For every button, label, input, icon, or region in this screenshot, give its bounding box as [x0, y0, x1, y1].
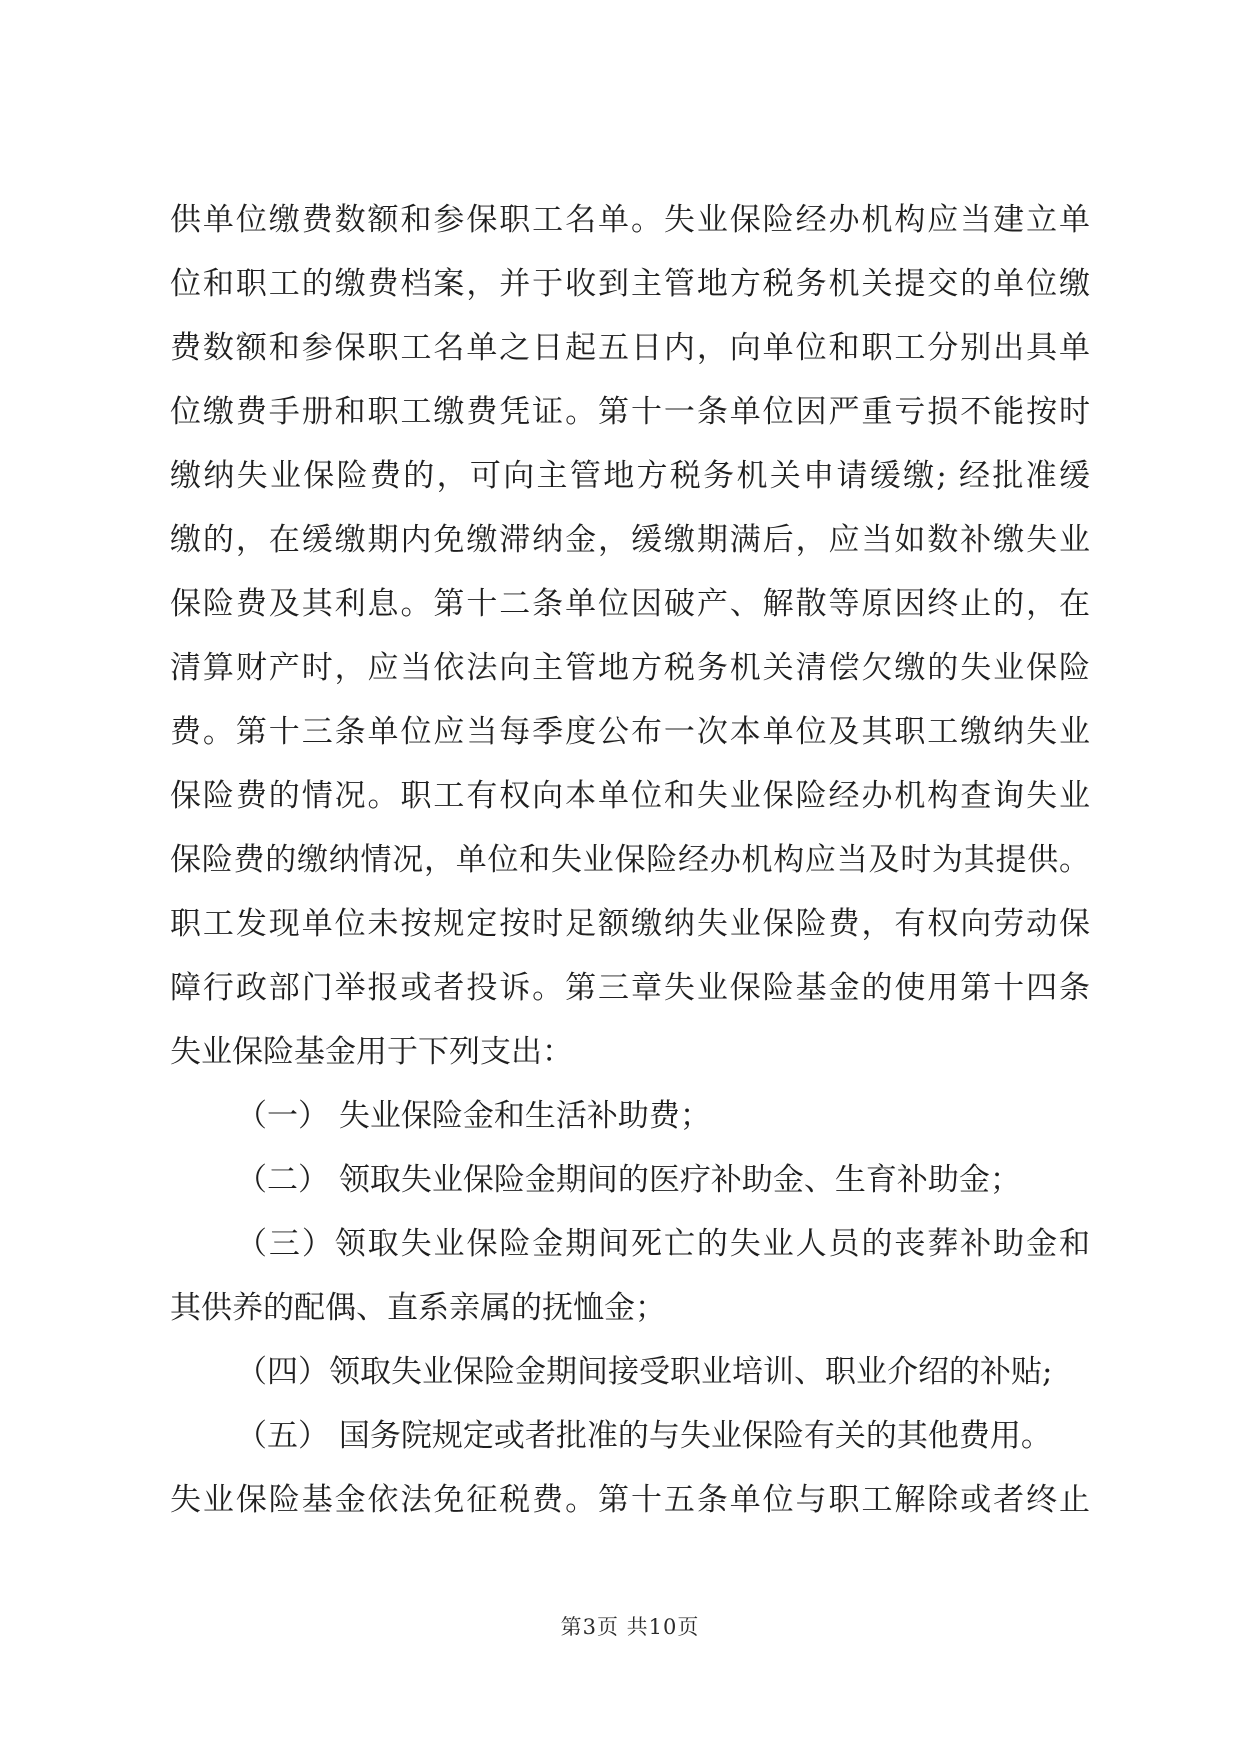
text-line: 保险费及其利息。第十二条单位因破产、解散等原因终止的，在	[170, 586, 1090, 622]
text-line: 保险费的缴纳情况，单位和失业保险经办机构应当及时为其提供。	[170, 842, 1090, 878]
text-line: 失业保险基金依法免征税费。第十五条单位与职工解除或者终止	[170, 1482, 1090, 1518]
text-line: 位和职工的缴费档案，并于收到主管地方税务机关提交的单位缴	[170, 266, 1090, 302]
page-footer: 第3页 共10页	[560, 1615, 700, 1639]
text-line: （一） 失业保险金和生活补助费；	[236, 1098, 711, 1134]
text-line: 费数额和参保职工名单之日起五日内，向单位和职工分别出具单	[170, 330, 1090, 366]
document-lines	[170, 188, 1090, 1532]
text-line: （三）领取失业保险金期间死亡的失业人员的丧葬补助金和	[236, 1226, 1090, 1262]
text-line: 其供养的配偶、直系亲属的抚恤金；	[170, 1290, 666, 1326]
text-line: （二） 领取失业保险金期间的医疗补助金、生育补助金；	[236, 1162, 1021, 1198]
text-line: 障行政部门举报或者投诉。第三章失业保险基金的使用第十四条	[170, 970, 1090, 1006]
text-line: 缴纳失业保险费的，可向主管地方税务机关申请缓缴; 经批准缓	[170, 458, 1090, 494]
text-line: （四）领取失业保险金期间接受职业培训、职业介绍的补贴;	[236, 1354, 1053, 1390]
text-line: 职工发现单位未按规定按时足额缴纳失业保险费，有权向劳动保	[170, 906, 1090, 942]
text-line: 位缴费手册和职工缴费凭证。第十一条单位因严重亏损不能按时	[170, 394, 1090, 430]
text-line: （五） 国务院规定或者批准的与失业保险有关的其他费用。	[236, 1418, 1052, 1454]
text-line: 缴的，在缓缴期内免缴滞纳金，缓缴期满后，应当如数补缴失业	[170, 522, 1090, 558]
text-line: 清算财产时，应当依法向主管地方税务机关清偿欠缴的失业保险	[170, 650, 1090, 686]
text-line: 费。第十三条单位应当每季度公布一次本单位及其职工缴纳失业	[170, 714, 1090, 750]
text-line: 保险费的情况。职工有权向本单位和失业保险经办机构查询失业	[170, 778, 1090, 814]
text-line: 失业保险基金用于下列支出：	[170, 1034, 573, 1070]
text-line: 供单位缴费数额和参保职工名单。失业保险经办机构应当建立单	[170, 202, 1090, 238]
